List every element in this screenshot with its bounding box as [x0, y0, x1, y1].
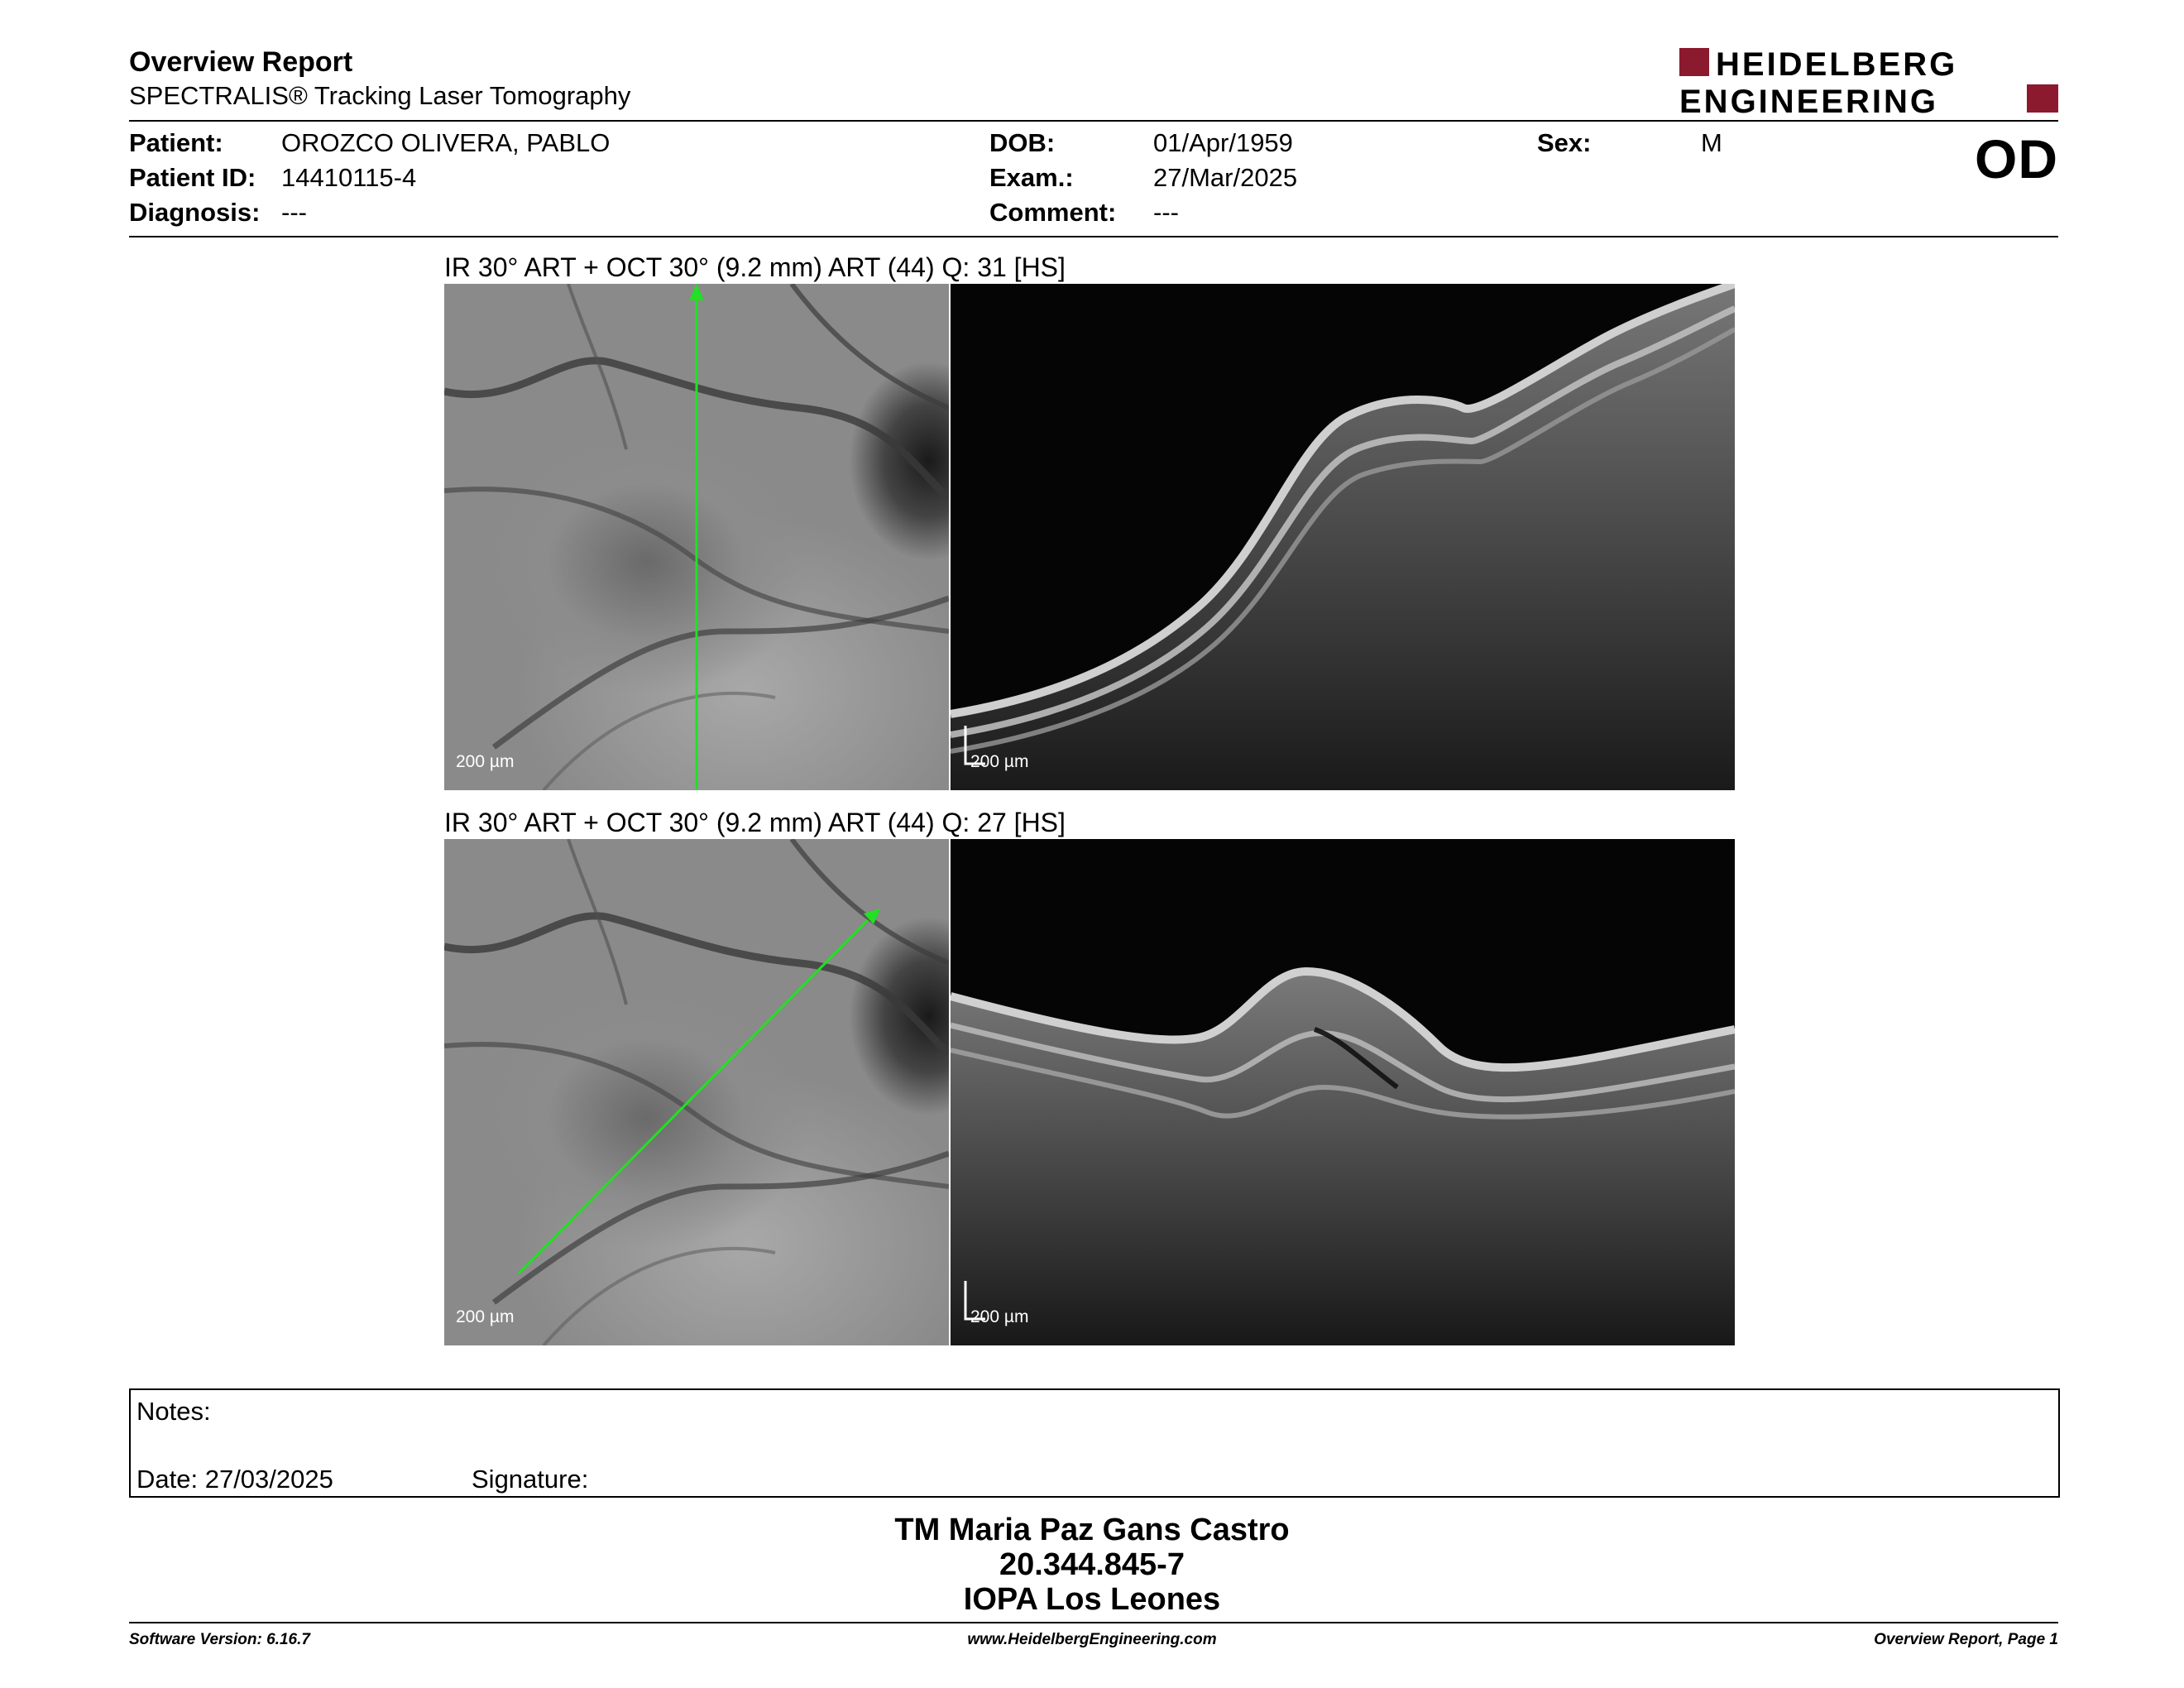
oct-bscan-2[interactable] [951, 839, 1735, 1345]
patient-id-label: Patient ID: [129, 163, 256, 192]
fundus-scale-2: 200 µm [456, 1307, 515, 1326]
scan-line-1 [444, 284, 949, 790]
diagnosis-value: --- [281, 198, 307, 227]
notes-date: Date: 27/03/2025 [136, 1465, 333, 1494]
scan-caption-2: IR 30° ART + OCT 30° (9.2 mm) ART (44) Q: 27 [HS] [444, 808, 1066, 837]
fundus-image-2[interactable] [444, 839, 949, 1345]
signer-name: TM Maria Paz Gans Castro [894, 1513, 1290, 1547]
comment-value: --- [1153, 198, 1179, 227]
svg-text:ENGINEERING: ENGINEERING [1679, 84, 1939, 116]
website-link[interactable]: www.HeidelbergEngineering.com [967, 1631, 1217, 1648]
footer-rule [129, 1622, 2058, 1623]
report-subtitle: SPECTRALIS® Tracking Laser Tomography [129, 81, 631, 110]
patient-name: OROZCO OLIVERA, PABLO [281, 128, 611, 157]
fundus-image-1[interactable] [444, 284, 949, 790]
signature-label: Signature: [472, 1465, 589, 1494]
diagnosis-label: Diagnosis: [129, 198, 261, 227]
fundus-scale-1: 200 µm [456, 752, 515, 771]
svg-text:HEIDELBERG: HEIDELBERG [1716, 46, 1958, 83]
oct-scale-1: 200 µm [970, 752, 1029, 771]
patient-label: Patient: [129, 128, 223, 157]
dob-value: 01/Apr/1959 [1153, 128, 1293, 157]
notes-label: Notes: [136, 1397, 211, 1426]
software-version: Software Version: 6.16.7 [129, 1631, 310, 1648]
eye-indicator: OD [1975, 128, 2058, 189]
scan-line-2 [444, 839, 949, 1345]
exam-label: Exam.: [989, 163, 1074, 192]
sex-value: M [1701, 128, 1722, 157]
signer-org: IOPA Los Leones [963, 1582, 1221, 1617]
heidelberg-logo [1679, 46, 2058, 116]
oct-scale-2: 200 µm [970, 1307, 1029, 1326]
scan-caption-1: IR 30° ART + OCT 30° (9.2 mm) ART (44) Q: 31 [HS] [444, 252, 1066, 282]
oct-bscan-1[interactable] [951, 284, 1735, 790]
page-indicator: Overview Report, Page 1 [1874, 1631, 2058, 1648]
report-title: Overview Report [129, 46, 353, 78]
patient-id: 14410115-4 [281, 163, 417, 192]
dob-label: DOB: [989, 128, 1056, 157]
header-rule [129, 120, 2058, 122]
oct-layers-2 [951, 839, 1735, 1345]
signer-id: 20.344.845-7 [999, 1547, 1185, 1582]
patient-rule [129, 236, 2058, 237]
comment-label: Comment: [989, 198, 1117, 227]
oct-layers-1 [951, 284, 1735, 790]
notes-box[interactable] [129, 1388, 2060, 1498]
exam-value: 27/Mar/2025 [1153, 163, 1298, 192]
sex-label: Sex: [1537, 128, 1592, 157]
